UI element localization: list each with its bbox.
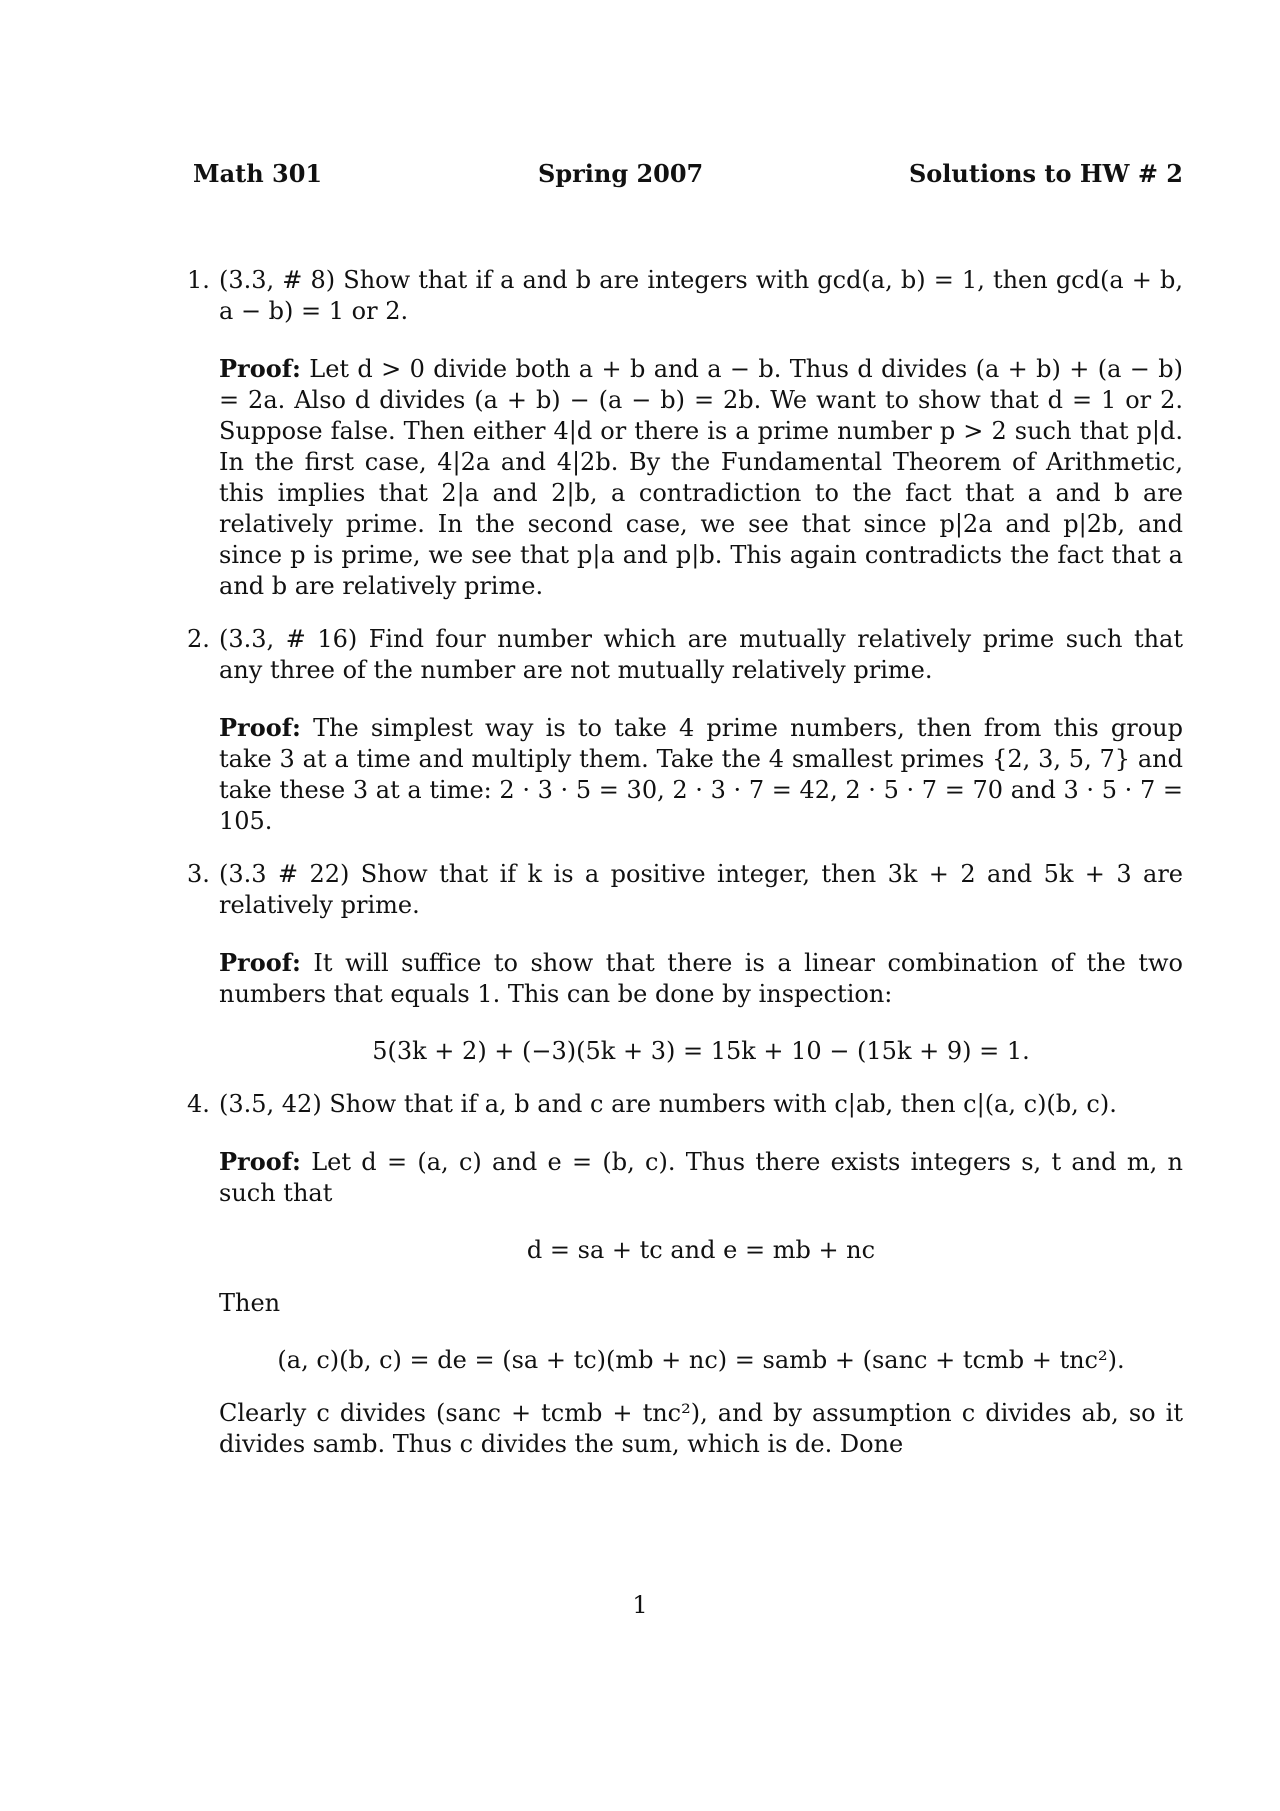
display-equation: (a, c)(b, c) = de = (sa + tc)(mb + nc) = samb + (sanc + tcmb + tnc²). — [277, 1346, 1125, 1374]
page-header — [193, 158, 1183, 192]
problem-number: 4. — [187, 1090, 210, 1118]
proof-label: Proof: — [219, 948, 301, 977]
problem-number: 2. — [187, 625, 210, 653]
problem-statement: (3.3, # 16) Find four number which are mutually relatively prime such that any three of the number are not mutually relatively prime. — [219, 625, 1183, 684]
course-title: Math 301 — [193, 159, 323, 188]
problem-list — [187, 265, 1183, 1482]
problem-number: 1. — [187, 266, 210, 294]
problem-statement: (3.3, # 8) Show that if a and b are integers with gcd(a, b) = 1, then gcd(a + b, a − b) = 1 or 2. — [219, 266, 1183, 325]
display-equation: 5(3k + 2) + (−3)(5k + 3) = 15k + 10 − (15k + 9) = 1. — [372, 1037, 1030, 1065]
proof-label: Proof: — [219, 354, 301, 383]
proof-text: It will suffice to show that there is a linear combination of the two numbers that equals 1. This can be done by inspection: — [219, 949, 1183, 1008]
proof-label: Proof: — [219, 713, 301, 742]
proof — [219, 712, 1183, 837]
proof-text: The simplest way is to take 4 prime numbers, then from this group take 3 at a time and multiply them. Take the 4 smallest primes {2, 3, 5, 7} and take these 3 at a time: 2 · 3 · 5 = 30, 2 · 3 · 7 = 42, 2 · 5 · 7 = 70 and 3 · 5 · 7 = 105. — [219, 714, 1183, 835]
problem-3 — [187, 859, 1183, 1067]
proof-label: Proof: — [219, 1147, 301, 1176]
then-text: Then — [219, 1289, 281, 1317]
conclusion-text: Clearly c divides (sanc + tcmb + tnc²), and by assumption c divides ab, so it divides samb. Thus c divides the sum, which is de. Done — [219, 1399, 1183, 1458]
proof-text: Let d = (a, c) and e = (b, c). Thus there exists integers s, t and m, n such that — [219, 1148, 1183, 1207]
problem-4 — [187, 1089, 1183, 1460]
problem-2 — [187, 624, 1183, 837]
problem-statement: (3.3 # 22) Show that if k is a positive integer, then 3k + 2 and 5k + 3 are relatively prime. — [219, 860, 1183, 919]
problem-1 — [187, 265, 1183, 602]
assignment-title: Solutions to HW # 2 — [908, 159, 1183, 188]
problem-number: 3. — [187, 860, 210, 888]
proof — [219, 947, 1183, 1010]
proof — [219, 1146, 1183, 1209]
proof-text: Let d > 0 divide both a + b and a − b. Thus d divides (a + b) + (a − b) = 2a. Also d divides (a + b) − (a − b) = 2b. We want to show that d = 1 or 2. Suppose false. Then either 4|d or there is a prime number p > 2 such that p|d. In the first case, 4|2a and 4|2b. By the Fundamental Theorem of Arithmetic, this implies that 2|a and 2|b, a contradiction to the fact that a and b are relatively prime. In the second case, we see that since p|2a and p|2b, and since p is prime, we see that p|a and p|b. This again contradicts the fact that a and b are relatively prime. — [219, 355, 1183, 600]
display-equation: d = sa + tc and e = mb + nc — [526, 1236, 876, 1264]
proof — [219, 353, 1183, 602]
term-label: Spring 2007 — [538, 159, 704, 188]
page-number: 1 — [632, 1591, 648, 1619]
problem-statement: (3.5, 42) Show that if a, b and c are numbers with c|ab, then c|(a, c)(b, c). — [219, 1090, 1117, 1118]
